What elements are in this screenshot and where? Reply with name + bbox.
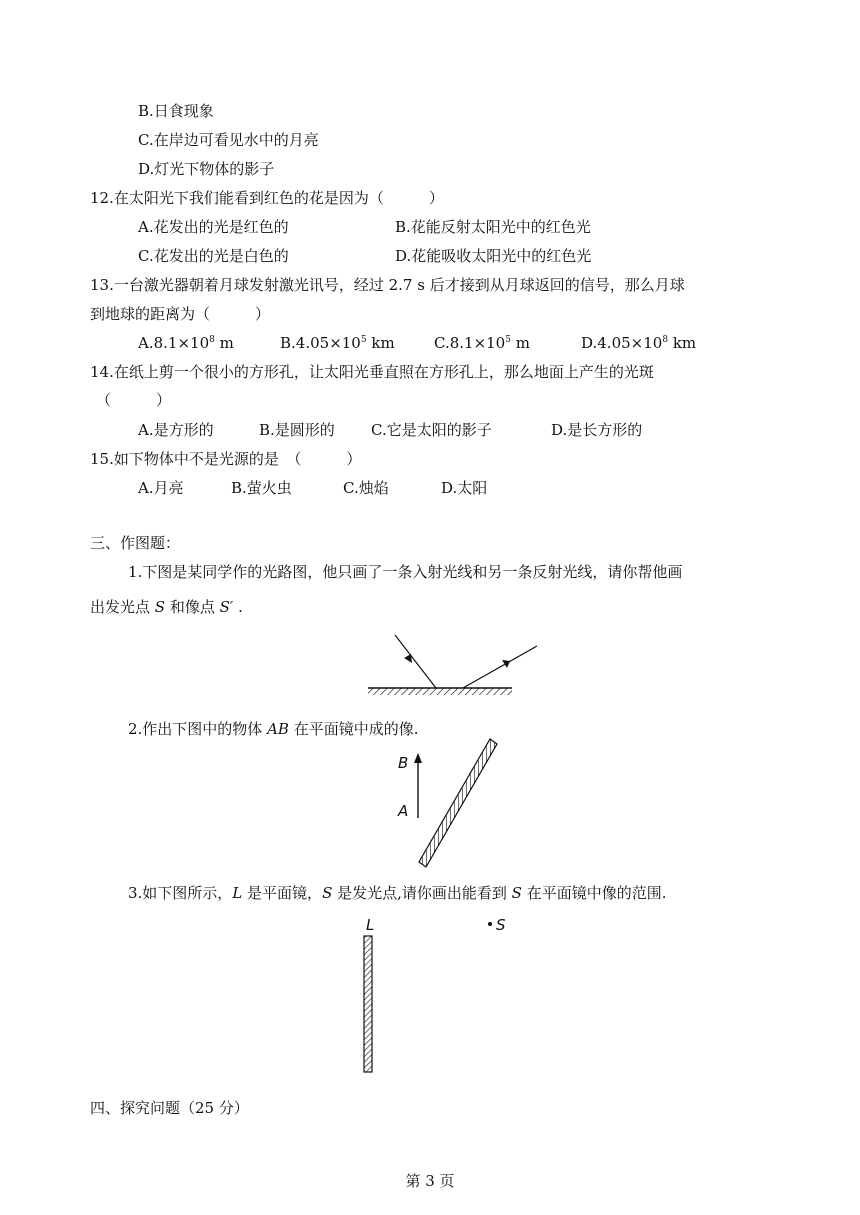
- q12-stem: 12.在太阳光下我们能看到红色的花是因为（ ）: [90, 189, 444, 207]
- q14-option-d: D.是长方形的: [551, 421, 643, 439]
- q15-option-c: C.烛焰: [343, 479, 389, 497]
- q13-option-a: $A.8.1\times 10^8$ m: [138, 334, 234, 352]
- problem1-line2: 出发光点 S 和像点 S′ .: [90, 598, 243, 616]
- q12-option-b: B.花能反射太阳光中的红色光: [395, 218, 591, 236]
- q13-option-d: $D.4.05\times 10^8$ km: [581, 334, 697, 352]
- incident-arrow: [404, 654, 412, 663]
- q14-stem-line2: （ ）: [96, 391, 172, 409]
- q12-option-d: D.花能吸收太阳光中的红色光: [395, 247, 592, 265]
- figure1-light-path: [360, 630, 520, 702]
- q14-stem-line1: 14.在纸上剪一个很小的方形孔，让太阳光垂直照在方形孔上，那么地面上产生的光斑: [90, 363, 654, 381]
- section3-heading: 三、作图题：: [90, 534, 181, 552]
- mirror-hatching: [368, 688, 512, 695]
- reflected-ray: [463, 646, 537, 688]
- problem1-line1: 1.下图是某同学作的光路图，他只画了一条入射光线和另一条反射光线，请你帮他画: [128, 563, 683, 581]
- q15-option-d: D.太阳: [441, 479, 488, 497]
- q14-option-c: C.它是太阳的影子: [371, 421, 492, 439]
- q14-option-a: A.是方形的: [138, 421, 214, 439]
- section4-heading: 四、探究问题（25 分）: [90, 1099, 249, 1117]
- label-l: L: [366, 916, 375, 934]
- label-a: A: [398, 802, 409, 820]
- q12-option-c: C.花发出的光是白色的: [138, 247, 289, 265]
- figure3-mirror-point: [350, 912, 530, 1077]
- problem3-text: 3.如下图所示，L 是平面镜，S 是发光点,请你画出能看到 S 在平面镜中像的范围.: [128, 884, 667, 902]
- q13-option-b: $B.4.05\times 10^5$ km: [280, 334, 395, 352]
- q11-option-c: C.在岸边可看见水中的月亮: [138, 131, 319, 149]
- label-b: B: [398, 754, 409, 772]
- q13-stem-line1: 13.一台激光器朝着月球发射激光讯号，经过 2.7 s 后才接到从月球返回的信号，那么月球: [90, 276, 685, 294]
- inclined-mirror: [419, 739, 497, 867]
- light-source-point: [488, 922, 492, 926]
- q15-option-a: A.月亮: [138, 479, 184, 497]
- vertical-mirror-l: [364, 936, 372, 1072]
- problem2-text: 2.作出下图中的物体 AB 在平面镜中成的像.: [128, 720, 419, 738]
- q15-option-b: B.萤火虫: [231, 479, 292, 497]
- object-arrow-head: [414, 753, 422, 763]
- q13-option-c: $C.8.1\times 10^5$ m: [434, 334, 530, 352]
- q11-option-b: B.日食现象: [138, 102, 214, 120]
- q14-option-b: B.是圆形的: [259, 421, 335, 439]
- q13-stem-line2: 到地球的距离为（ ）: [90, 305, 271, 323]
- reflected-arrow: [502, 660, 510, 668]
- page-number: 第 3 页: [405, 1172, 455, 1190]
- label-s: S: [496, 916, 506, 934]
- figure2-object-mirror: [390, 735, 510, 870]
- incident-ray: [395, 635, 436, 688]
- q12-option-a: A.花发出的光是红色的: [138, 218, 289, 236]
- q15-stem: 15.如下物体中不是光源的是 （ ）: [90, 450, 362, 468]
- q11-option-d: D.灯光下物体的影子: [138, 160, 275, 178]
